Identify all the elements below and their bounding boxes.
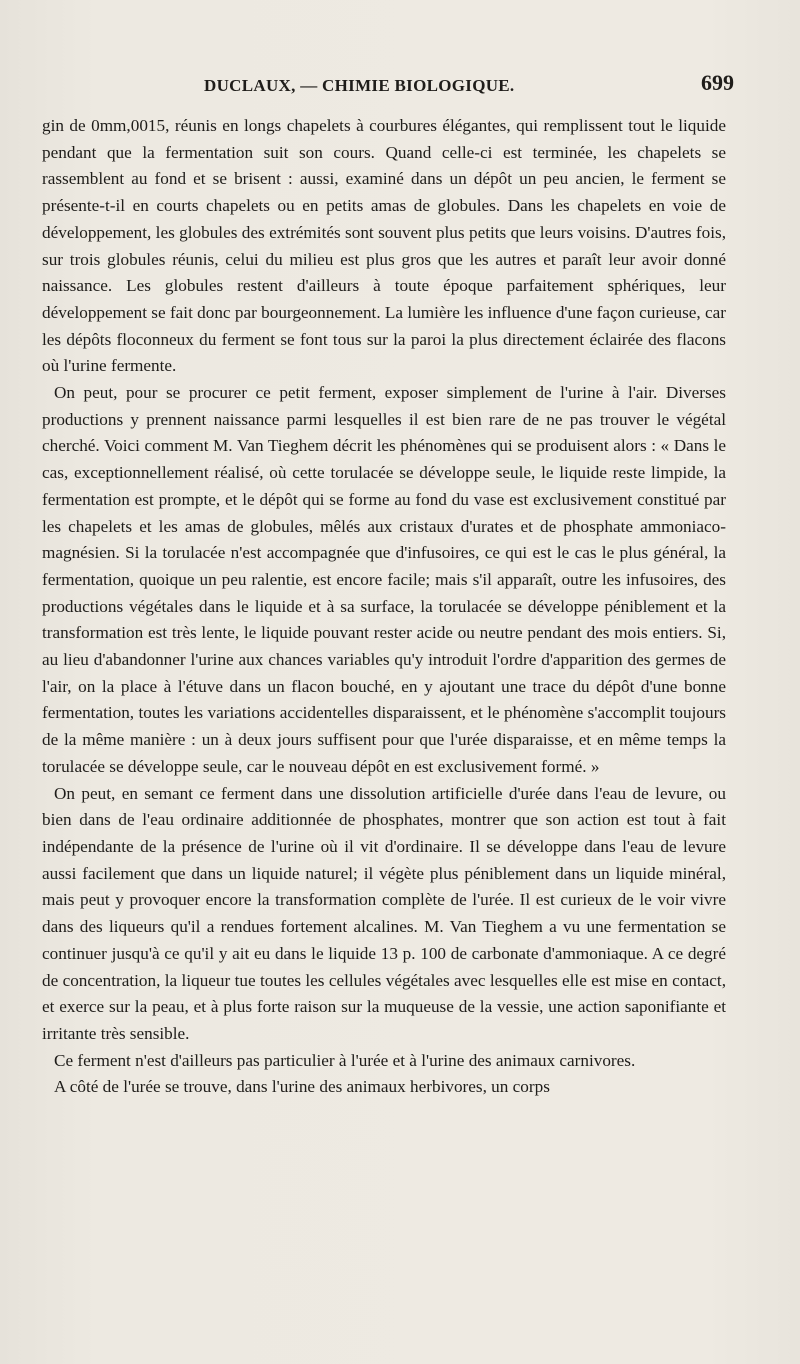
body-text [42, 113, 726, 1101]
running-head: DUCLAUX, — CHIMIE BIOLOGIQUE. [204, 76, 515, 95]
page-header [42, 70, 734, 100]
paragraph: On peut, pour se procurer ce petit ferment, exposer simplement de l'urine à l'air. Diverses productions y prennent naissance parmi lesquelles il est bien rare de ne pas trouver le végétal cherché. Voici comment M. Van Tieghem décrit les phénomènes qui se produisent alors : « Dans le cas, exceptionnellement réalisé, où cette torulacée se développe seule, le liquide reste limpide, la fermentation est prompte, et le dépôt qui se forme au fond du vase est exclusivement constitué par les chapelets et les amas de globules, mêlés aux cristaux d'urates et de phosphate ammoniaco-magnésien. Si la torulacée n'est accompagnée que d'infusoires, ce qui est le cas le plus général, la fermentation, quoique un peu ralentie, est encore facile; mais s'il apparaît, outre les infusoires, des productions végétales dans le liquide et à sa surface, la torulacée se développe péniblement et la transformation est très lente, le liquide pouvant rester acide ou neutre pendant des mois entiers. Si, au lieu d'abandonner l'urine aux chances variables qu'y introduit l'ordre d'apparition des germes de l'air, on la place à l'étuve dans un flacon bouché, en y ajoutant une trace du dépôt d'une bonne fermentation, toutes les variations accidentelles disparaissent, et le phénomène s'accomplit toujours de la même manière : un à deux jours suffisent pour que l'urée disparaisse, et en même temps la torulacée se développe seule, car le nouveau dépôt en est exclusivement formé. » [42, 383, 726, 776]
paragraph: Ce ferment n'est d'ailleurs pas particulier à l'urée et à l'urine des animaux carnivores. [54, 1050, 636, 1070]
paragraph: On peut, en semant ce ferment dans une dissolution artificielle d'urée dans l'eau de levure, ou bien dans de l'eau ordinaire additionnée de phosphates, montrer que son action est tout à fait indépendante de la présence de l'urine où il vit d'ordinaire. Il se développe dans l'eau de levure aussi facilement que dans un liquide naturel; il végète plus péniblement dans un liquide minéral, mais peut y provoquer encore la transformation complète de l'urée. Il est curieux de le voir vivre dans des liqueurs qu'il a rendues fortement alcalines. M. Van Tieghem a vu une fermentation se continuer jusqu'à ce qu'il y ait eu dans le liquide 13 p. 100 de carbonate d'ammoniaque. A ce degré de concentration, la liqueur tue toutes les cellules végétales avec lesquelles elle est mise en contact, et exerce sur la peau, et à plus forte raison sur la muqueuse de la vessie, une action saponifiante et irritante très sensible. [42, 783, 726, 1043]
page-number: 699 [701, 70, 734, 95]
paragraph-continued: gin de 0mm,0015, réunis en longs chapelets à courbures élégantes, qui remplissent tout le liquide pendant que la fermentation suit son cours. Quand celle-ci est terminée, les chapelets se rassemblent au fond et se brisent : aussi, examiné dans un dépôt un peu ancien, le ferment se présente-t-il en courts chapelets ou en petits amas de globules. Dans les chapelets en voie de développement, les globules des extrémités sont souvent plus petits que leurs voisins. D'autres fois, sur trois globules réunis, celui du milieu est plus gros que les autres et paraît leur avoir donné naissance. Les globules restent d'ailleurs à toute époque parfaitement sphériques, leur développement se fait donc par bourgeonnement. La lumière les influence d'une façon curieuse, car les dépôts floconneux du ferment se font tous sur la paroi la plus directement éclairée des flacons où l'urine fermente. [42, 116, 726, 376]
paragraph: A côté de l'urée se trouve, dans l'urine des animaux herbivores, un corps [54, 1077, 550, 1097]
